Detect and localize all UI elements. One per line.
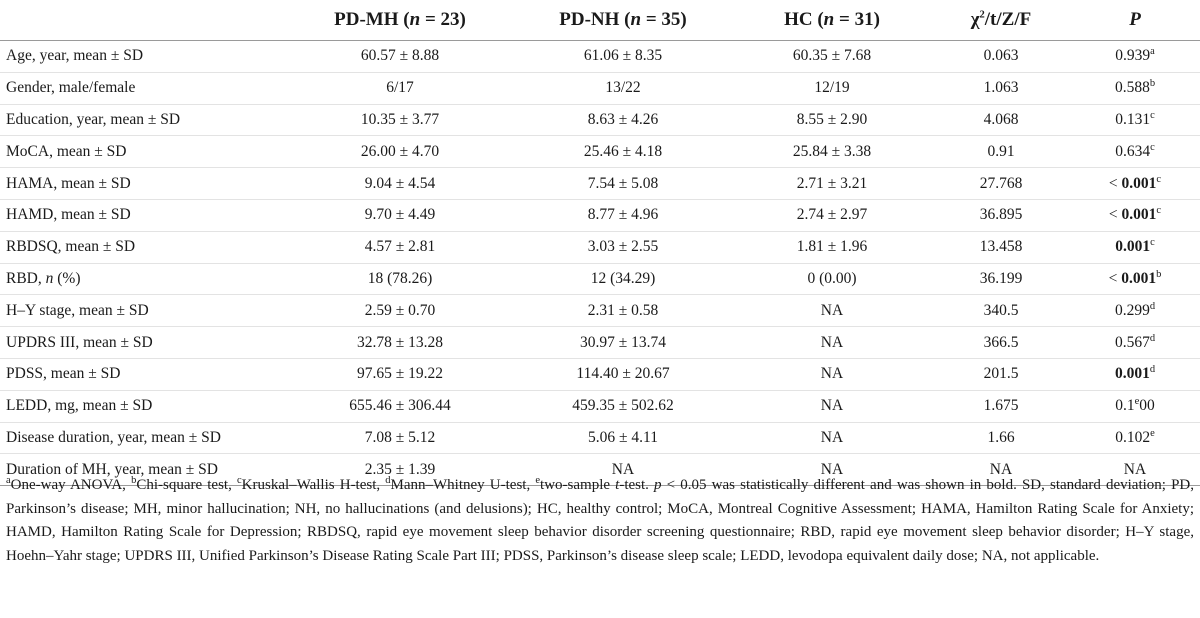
table-row bbox=[0, 136, 1200, 168]
cell-pd-mh: 32.78 ± 13.28 bbox=[286, 327, 514, 359]
cell-p-value: 0.567$^d$ bbox=[1070, 327, 1200, 359]
row-label: Disease duration, year, mean ± SD bbox=[0, 422, 286, 454]
row-label: Gender, male/female bbox=[0, 72, 286, 104]
table-row bbox=[0, 41, 1200, 73]
cell-statistic: 27.768 bbox=[932, 168, 1070, 200]
cell-hc: 8.55 ± 2.90 bbox=[732, 104, 932, 136]
cell-hc: NA bbox=[732, 295, 932, 327]
cell-pd-nh: 61.06 ± 8.35 bbox=[514, 41, 732, 73]
cell-statistic: 366.5 bbox=[932, 327, 1070, 359]
cell-statistic: 36.199 bbox=[932, 263, 1070, 295]
cell-pd-nh: NA bbox=[514, 454, 732, 486]
row-label: RBDSQ, mean ± SD bbox=[0, 231, 286, 263]
table-row bbox=[0, 104, 1200, 136]
table-row bbox=[0, 358, 1200, 390]
cell-statistic: 340.5 bbox=[932, 295, 1070, 327]
cell-pd-mh: 9.70 ± 4.49 bbox=[286, 199, 514, 231]
cell-p-value: NA bbox=[1070, 454, 1200, 486]
cell-pd-nh: 25.46 ± 4.18 bbox=[514, 136, 732, 168]
cell-p-value: 0.299$^d$ bbox=[1070, 295, 1200, 327]
header-hc: HC (n = 31) bbox=[732, 0, 932, 41]
cell-pd-nh: 459.35 ± 502.62 bbox=[514, 390, 732, 422]
header-statistic: $\chi^2/t/Z/F$ bbox=[932, 0, 1070, 41]
row-label: PDSS, mean ± SD bbox=[0, 358, 286, 390]
cell-pd-mh: 18 (78.26) bbox=[286, 263, 514, 295]
cell-p-value: 0.634$^c$ bbox=[1070, 136, 1200, 168]
cell-p-value: 0.131$^c$ bbox=[1070, 104, 1200, 136]
cell-statistic: 36.895 bbox=[932, 199, 1070, 231]
row-label: HAMD, mean ± SD bbox=[0, 199, 286, 231]
cell-p-value: 0.939$^a$ bbox=[1070, 41, 1200, 73]
cell-hc: NA bbox=[732, 327, 932, 359]
cell-pd-mh: 4.57 ± 2.81 bbox=[286, 231, 514, 263]
cell-statistic: 201.5 bbox=[932, 358, 1070, 390]
cell-statistic: 1.063 bbox=[932, 72, 1070, 104]
cell-hc: 1.81 ± 1.96 bbox=[732, 231, 932, 263]
cell-pd-mh: 9.04 ± 4.54 bbox=[286, 168, 514, 200]
cell-pd-nh: 12 (34.29) bbox=[514, 263, 732, 295]
cell-p-value: 0.588$^b$ bbox=[1070, 72, 1200, 104]
cell-statistic: NA bbox=[932, 454, 1070, 486]
cell-hc: 25.84 ± 3.38 bbox=[732, 136, 932, 168]
header-pd-nh: PD-NH (n = 35) bbox=[514, 0, 732, 41]
cell-pd-nh: 7.54 ± 5.08 bbox=[514, 168, 732, 200]
cell-pd-nh: 5.06 ± 4.11 bbox=[514, 422, 732, 454]
cell-pd-nh: 8.63 ± 4.26 bbox=[514, 104, 732, 136]
cell-hc: 0 (0.00) bbox=[732, 263, 932, 295]
cell-pd-nh: 8.77 ± 4.96 bbox=[514, 199, 732, 231]
cell-statistic: 0.91 bbox=[932, 136, 1070, 168]
header-variable bbox=[0, 0, 286, 41]
cell-pd-mh: 2.59 ± 0.70 bbox=[286, 295, 514, 327]
table-footnote: $^a$One-way ANOVA, $^b$Chi-square test, $^c$Kruskal–Wallis H-test, $^d$Mann–Whitney U-test, $^e$two-sample t-test. p < 0.05 was statistically different and was shown in bold. SD, standard deviation; PD, Parkinson’s disease; MH, minor hallucination; NH, no hallucinations (and delusions); HC, healthy control; MoCA, Montreal Cognitive Assessment; HAMA, Hamilton Rating Scale for Anxiety; HAMD, Hamilton Rating Scale for Depression; RBDSQ, rapid eye movement sleep behavior disorder screening questionnaire; RBD, rapid eye movement sleep behavior disorder; H–Y stage, Hoehn–Yahr stage; UPDRS III, Unified Parkinson’s Disease Rating Scale Part III; PDSS, Parkinson’s disease sleep scale; LEDD, levodopa equivalent daily dose; NA, not applicable. bbox=[6, 475, 1195, 564]
table-row bbox=[0, 199, 1200, 231]
row-label: Education, year, mean ± SD bbox=[0, 104, 286, 136]
table-row bbox=[0, 327, 1200, 359]
row-label: UPDRS III, mean ± SD bbox=[0, 327, 286, 359]
header-p: P bbox=[1070, 0, 1200, 41]
cell-p-value: 0.102e bbox=[1070, 422, 1200, 454]
table-row bbox=[0, 422, 1200, 454]
cell-pd-mh: 2.35 ± 1.39 bbox=[286, 454, 514, 486]
cell-statistic: 1.66 bbox=[932, 422, 1070, 454]
cell-pd-nh: 3.03 ± 2.55 bbox=[514, 231, 732, 263]
cell-p-value: 0.001$^c$ bbox=[1070, 231, 1200, 263]
row-label: Age, year, mean ± SD bbox=[0, 41, 286, 73]
row-label: H–Y stage, mean ± SD bbox=[0, 295, 286, 327]
cell-statistic: 4.068 bbox=[932, 104, 1070, 136]
table-row bbox=[0, 231, 1200, 263]
table-row bbox=[0, 390, 1200, 422]
table-row bbox=[0, 168, 1200, 200]
cell-pd-mh: 6/17 bbox=[286, 72, 514, 104]
table-row bbox=[0, 295, 1200, 327]
row-label: Duration of MH, year, mean ± SD bbox=[0, 454, 286, 486]
row-label: MoCA, mean ± SD bbox=[0, 136, 286, 168]
cell-p-value: < 0.001$^c$ bbox=[1070, 199, 1200, 231]
cell-pd-nh: 2.31 ± 0.58 bbox=[514, 295, 732, 327]
cell-hc: 12/19 bbox=[732, 72, 932, 104]
cell-statistic: 0.063 bbox=[932, 41, 1070, 73]
cell-pd-mh: 26.00 ± 4.70 bbox=[286, 136, 514, 168]
cell-hc: NA bbox=[732, 358, 932, 390]
cell-hc: NA bbox=[732, 422, 932, 454]
cell-pd-mh: 60.57 ± 8.88 bbox=[286, 41, 514, 73]
cell-pd-mh: 7.08 ± 5.12 bbox=[286, 422, 514, 454]
cell-pd-nh: 13/22 bbox=[514, 72, 732, 104]
cell-p-value: 0.1e00 bbox=[1070, 390, 1200, 422]
cell-statistic: 13.458 bbox=[932, 231, 1070, 263]
cell-pd-mh: 10.35 ± 3.77 bbox=[286, 104, 514, 136]
cell-pd-mh: 97.65 ± 19.22 bbox=[286, 358, 514, 390]
row-label: RBD, n (%) bbox=[0, 263, 286, 295]
cell-pd-nh: 30.97 ± 13.74 bbox=[514, 327, 732, 359]
row-label: LEDD, mg, mean ± SD bbox=[0, 390, 286, 422]
cell-statistic: 1.675 bbox=[932, 390, 1070, 422]
cell-hc: NA bbox=[732, 454, 932, 486]
cell-hc: 60.35 ± 7.68 bbox=[732, 41, 932, 73]
table-row bbox=[0, 72, 1200, 104]
header-row bbox=[0, 0, 1200, 41]
row-label: HAMA, mean ± SD bbox=[0, 168, 286, 200]
cell-p-value: < 0.001$^c$ bbox=[1070, 168, 1200, 200]
cell-p-value: 0.001$^d$ bbox=[1070, 358, 1200, 390]
cell-pd-nh: 114.40 ± 20.67 bbox=[514, 358, 732, 390]
header-pd-mh: PD-MH (n = 23) bbox=[286, 0, 514, 41]
cell-hc: 2.71 ± 3.21 bbox=[732, 168, 932, 200]
table-body bbox=[0, 41, 1200, 486]
cell-hc: 2.74 ± 2.97 bbox=[732, 199, 932, 231]
table-row bbox=[0, 263, 1200, 295]
cell-pd-mh: 655.46 ± 306.44 bbox=[286, 390, 514, 422]
cell-p-value: < 0.001$^b$ bbox=[1070, 263, 1200, 295]
cell-hc: NA bbox=[732, 390, 932, 422]
